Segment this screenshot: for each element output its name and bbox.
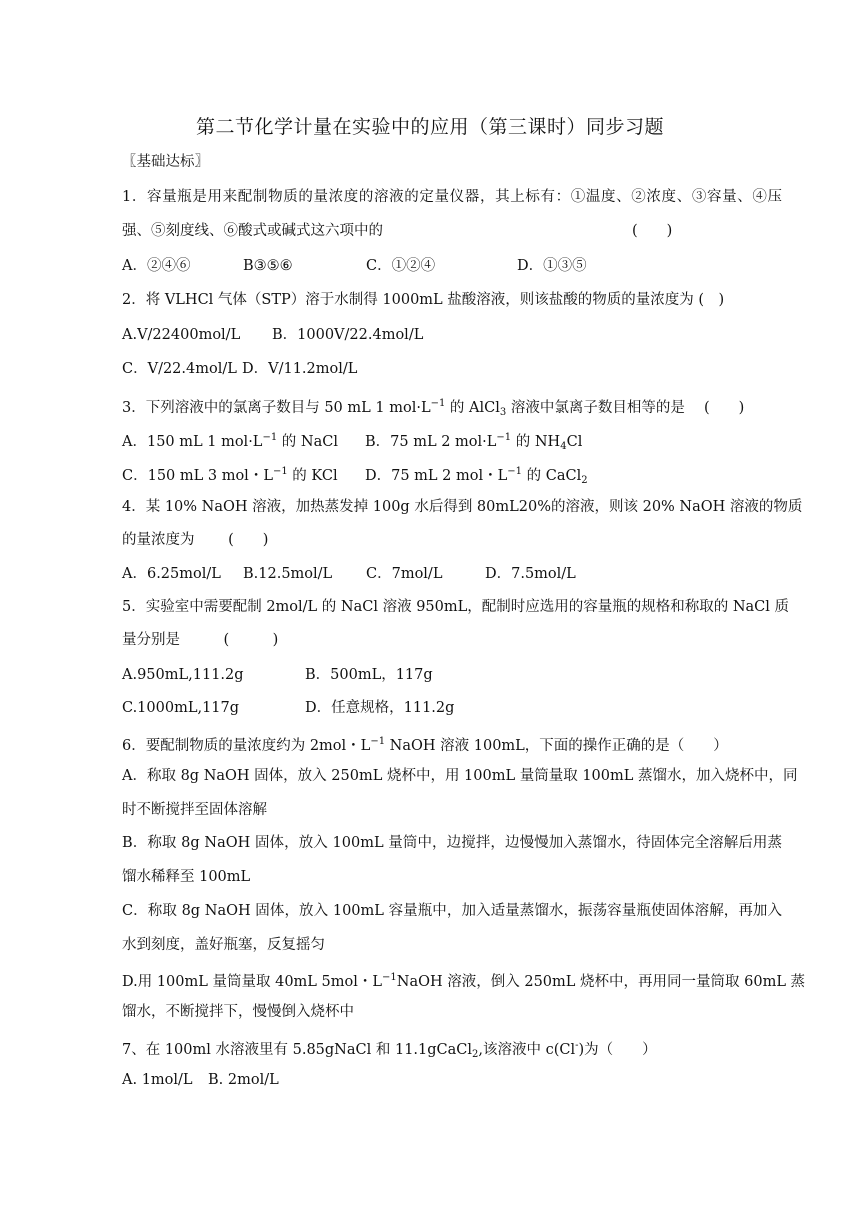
q1-option-a: A．②④⑥ xyxy=(122,258,191,274)
q3-option-d-sup: −1 xyxy=(507,466,523,477)
q6-stem-part: NaOH 溶液 100mL，下面的操作正确的是（ ） xyxy=(385,738,728,754)
q3-option-d xyxy=(365,462,588,491)
q3-option-b-text: 的 NH xyxy=(511,434,561,450)
q1-option-d: D．①③⑤ xyxy=(517,258,587,274)
q6-stem-part: 6．要配制物质的量浓度约为 2mol・L xyxy=(122,738,371,754)
q7-superscript: - xyxy=(575,1040,579,1051)
q3-option-c xyxy=(122,462,338,486)
q3-option-a-text: 的 NaCl xyxy=(277,434,338,450)
q6-option-d-text: NaOH 溶液，倒入 250mL 烧杯中，再用同一量筒取 60mL 蒸 xyxy=(396,974,806,990)
q3-option-b xyxy=(365,428,582,457)
q1-stem-line2 xyxy=(122,221,782,241)
q1-option-b: B③⑤⑥ xyxy=(243,258,293,274)
q6-option-a-line2: 时不断搅拌至固体溶解 xyxy=(122,802,267,818)
q3-superscript: −1 xyxy=(430,398,446,409)
q5-option-b: B．500mL，117g xyxy=(305,667,433,683)
q3-option-d-text: 的 CaCl xyxy=(522,468,582,484)
q7-stem-part: ,该溶液中 c(Cl xyxy=(478,1042,576,1058)
q5-stem-line2: 量分别是 ( ) xyxy=(122,632,279,648)
q7-option-a: A. 1mol/L xyxy=(122,1072,193,1088)
q6-option-c-line1: C．称取 8g NaOH 固体，放入 100mL 容量瓶中，加入适量蒸馏水，振荡容量瓶使固体溶解，再加入 xyxy=(122,903,782,919)
q6-stem xyxy=(122,732,782,756)
q4-stem-line2: 的量浓度为 ( ) xyxy=(122,532,269,548)
q6-option-b-line1: B．称取 8g NaOH 固体，放入 100mL 量筒中，边搅拌，边慢慢加入蒸馏水，待固体完全溶解后用蒸 xyxy=(122,835,782,851)
q6-option-d-line1 xyxy=(122,968,806,992)
q2-option-c: C．V/22.4mol/L xyxy=(122,361,237,377)
q2-option-a: A.V/22400mol/L xyxy=(122,327,241,343)
q3-option-b-sup: −1 xyxy=(496,432,512,443)
q5-option-a: A.950mL,111.2g xyxy=(122,667,244,683)
q6-option-d-line2: 馏水，不断搅拌下，慢慢倒入烧杯中 xyxy=(122,1004,354,1020)
q4-option-a: A．6.25mol/L xyxy=(122,566,221,582)
q3-option-b-text: Cl xyxy=(566,434,583,450)
q2-option-d: D．V/11.2mol/L xyxy=(242,361,358,377)
q4-option-d: D．7.5mol/L xyxy=(485,566,576,582)
q6-option-a-line1: A．称取 8g NaOH 固体，放入 250mL 烧杯中，用 100mL 量筒量取 100mL 蒸馏水，加入烧杯中，同 xyxy=(122,768,798,784)
q6-option-c-line2: 水到刻度，盖好瓶塞，反复摇匀 xyxy=(122,937,325,953)
q1-stem-line1: 1．容量瓶是用来配制物质的量浓度的溶液的定量仪器，其上标有：①温度、②浓度、③容量、④压 xyxy=(122,189,782,205)
q5-stem-line1: 5．实验室中需要配制 2mol/L 的 NaCl 溶液 950mL，配制时应选用的容量瓶的规格和称取的 NaCl 质 xyxy=(122,599,790,615)
q3-stem-part: 的 AlCl xyxy=(445,400,500,416)
q3-option-d-text: D．75 mL 2 mol・L xyxy=(365,468,508,484)
q3-option-b-text: B．75 mL 2 mol·L xyxy=(365,434,497,450)
q3-option-d-sub: 2 xyxy=(581,475,588,486)
q3-option-a-sup: −1 xyxy=(262,432,278,443)
q5-option-d: D．任意规格，111.2g xyxy=(305,700,455,716)
q7-stem-part: )为（ ） xyxy=(578,1042,657,1058)
q1-stem-text: 强、⑤刻度线、⑥酸式或碱式这六项中的 xyxy=(122,223,383,239)
q3-option-c-text: 的 KCl xyxy=(287,468,338,484)
q3-option-a-text: A．150 mL 1 mol·L xyxy=(122,434,263,450)
q2-stem: 2．将 VLHCl 气体（STP）溶于水制得 1000mL 盐酸溶液，则该盐酸的物质的量浓度为 ( ) xyxy=(122,292,725,308)
q3-subscript: 3 xyxy=(499,407,507,418)
q3-option-c-text: C．150 mL 3 mol・L xyxy=(122,468,273,484)
q3-stem-part: 3．下列溶液中的氯离子数目与 50 mL 1 mol·L xyxy=(122,400,431,416)
q1-answer-paren: ( ) xyxy=(632,223,673,239)
section-heading: 〖基础达标〗 xyxy=(122,154,209,170)
q6-option-b-line2: 馏水稀释至 100mL xyxy=(122,869,251,885)
q4-option-c: C．7mol/L xyxy=(366,566,443,582)
q5-option-c: C.1000mL,117g xyxy=(122,700,240,716)
q6-option-d-text: D.用 100mL 量筒量取 40mL 5mol・L xyxy=(122,974,383,990)
q4-stem-line1: 4．某 10% NaOH 溶液，加热蒸发掉 100g 水后得到 80mL20%的溶液，则该 20% NaOH 溶液的物质 xyxy=(122,499,803,515)
q1-option-c: C．①②④ xyxy=(366,258,436,274)
q3-option-b-sub: 4 xyxy=(560,441,567,452)
q6-option-d-sup: −1 xyxy=(382,972,397,983)
q7-stem-part: 7、在 100ml 水溶液里有 5.85gNaCl 和 11.1gCaCl xyxy=(122,1042,473,1058)
page-title: 第二节化学计量在实验中的应用（第三课时）同步习题 xyxy=(195,116,664,138)
q3-option-c-sup: −1 xyxy=(272,466,288,477)
q7-option-b: B. 2mol/L xyxy=(208,1072,279,1088)
q4-option-b: B.12.5mol/L xyxy=(243,566,333,582)
q3-stem-part: 溶液中氯离子数目相等的是 ( ) xyxy=(506,400,745,416)
q3-stem xyxy=(122,394,782,423)
q2-option-b: B．1000V/22.4mol/L xyxy=(272,327,424,343)
q7-stem xyxy=(122,1036,782,1065)
q6-superscript: −1 xyxy=(370,736,386,747)
q7-subscript: 2 xyxy=(472,1049,479,1060)
q3-option-a xyxy=(122,428,338,452)
